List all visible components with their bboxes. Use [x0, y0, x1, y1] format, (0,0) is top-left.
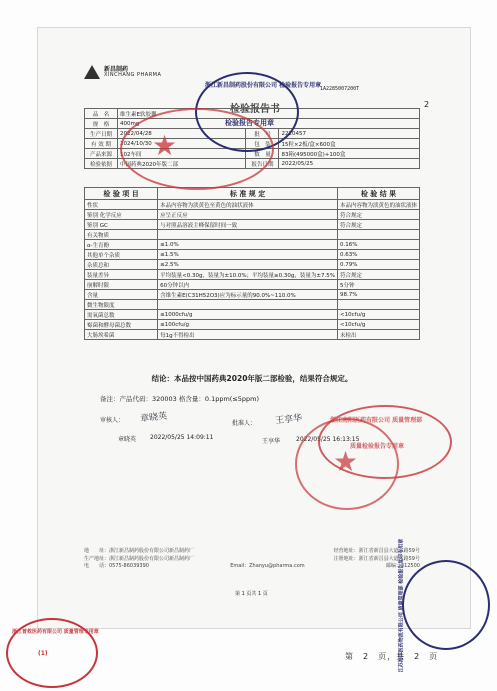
approver-time: 2022/05/25 16:13:15 — [296, 436, 360, 443]
result-row — [85, 230, 420, 240]
stamp-bottom-left: 浙江普救医药有限公司 质量管理专用章 (1) — [6, 618, 98, 688]
result-result — [337, 300, 419, 310]
stamp-red-top — [120, 108, 274, 190]
result-row — [85, 310, 420, 320]
result-std: ≤100cfu/g — [158, 320, 338, 330]
source-value: 102车间 — [118, 149, 246, 159]
result-item: 含量 — [85, 290, 158, 300]
star-icon: ★ — [333, 445, 359, 478]
result-std: 含维生素E(C31H52O3)应为标示量的90.0%~110.0% — [158, 290, 338, 300]
result-std — [158, 230, 338, 240]
result-result: 0.79% — [337, 260, 419, 270]
result-item: 鉴别 GC — [85, 220, 158, 230]
result-std: 与对照品溶液主峰保留时间一致 — [158, 220, 338, 230]
logo-cn: 新昌制药 — [104, 65, 129, 73]
reviewer-signature: 章晓英 — [139, 411, 168, 425]
result-item: 霉菌和酵母菌总数 — [85, 320, 158, 330]
result-row — [85, 270, 420, 280]
footer — [84, 548, 420, 571]
result-result: 符合规定 — [337, 220, 419, 230]
report-date-label: 报告日期 — [246, 159, 279, 169]
stamp-mid-right: 浙江南阳医药有限公司 质量管理部 质量检验报告专用章 — [318, 405, 452, 479]
result-std: 60分钟以内 — [158, 280, 338, 290]
basis-value: 中国药典2020年版二部 — [118, 159, 246, 169]
footer-right-2: 注册地址：浙江省新昌县大道东路59号 — [333, 555, 420, 562]
batch-value: 2220457 — [279, 129, 420, 139]
serial-number: 1A2285007200T — [320, 86, 360, 92]
col-std: 标 准 规 定 — [158, 188, 338, 200]
company-logo — [84, 65, 161, 79]
footer-left-3: 电 话：0575-86039390 — [84, 563, 149, 569]
qty-value: 83箱(495000盒)+100盒 — [279, 149, 420, 159]
stamp-top-right: 浙江新昌制药股份有限公司 检验报告专用章 检验报告专用章 — [195, 72, 299, 152]
result-std: 每1g不得检出 — [158, 330, 338, 340]
result-row — [85, 240, 420, 250]
result-row — [85, 290, 420, 300]
basis-label: 检验依据 — [85, 159, 118, 169]
result-row — [85, 250, 420, 260]
approver-name: 王享华 — [262, 438, 281, 445]
result-std: ≤1.5% — [158, 250, 338, 260]
spec-value: 400mg — [118, 119, 420, 129]
result-item: 鉴别 化学反应 — [85, 210, 158, 220]
result-item: 其他单个杂质 — [85, 250, 158, 260]
approver-signature: 王享华 — [274, 413, 303, 427]
result-result: 0.63% — [337, 250, 419, 260]
qty-label: 数 量 — [246, 149, 279, 159]
page-total: 第 2 页，共 2 页 — [345, 652, 439, 661]
result-item: 性状 — [85, 200, 158, 210]
prod-date-value: 2022/04/28 — [118, 129, 246, 139]
result-item: 有关物质 — [85, 230, 158, 240]
footer-left-1: 地 址：浙江新昌制药股份有限公司新昌制药厂 — [84, 548, 195, 554]
result-row — [85, 280, 420, 290]
results-table — [84, 187, 420, 340]
footer-right-4: 邮编：312500 — [385, 563, 420, 569]
footer-right-1: 经营地址：浙江省新昌县大道东路59号 — [333, 548, 420, 554]
result-item: 大肠埃希菌 — [85, 330, 158, 340]
stamp-mid-circle — [295, 418, 399, 510]
result-item: 微生物限度 — [85, 300, 158, 310]
result-row — [85, 200, 420, 210]
result-item: 需氧菌总数 — [85, 310, 158, 320]
expiry-label: 有 效 期 — [85, 139, 118, 149]
result-row — [85, 330, 420, 340]
pack-value: 15粒×2板/盒×600盒 — [279, 139, 420, 149]
source-label: 产品来源 — [85, 149, 118, 159]
result-row — [85, 300, 420, 310]
result-result: 98.7% — [337, 290, 419, 300]
result-std — [158, 300, 338, 310]
result-std: ≤2.5% — [158, 260, 338, 270]
result-result — [337, 230, 419, 240]
result-item: 崩解时限 — [85, 280, 158, 290]
col-item: 检 验 项 目 — [85, 188, 158, 200]
conclusion: 结论：本品按中国药典2020年版二部检验，结果符合规定。 — [151, 374, 353, 383]
batch-label: 批 号 — [246, 129, 279, 139]
col-result: 检 验 结 果 — [337, 188, 419, 200]
result-result: 本品内容物为淡黄色的油状液体 — [337, 200, 419, 210]
approver-label: 批准人： — [232, 420, 257, 427]
footer-right-3: Email：Zhanyu@pharma.com — [230, 563, 305, 569]
result-row — [85, 260, 420, 270]
result-item: α-生育酚 — [85, 240, 158, 250]
result-row — [85, 220, 420, 230]
result-result: <10cfu/g — [337, 310, 419, 320]
result-result: 符合规定 — [337, 270, 419, 280]
remark: 备注：产品代码：320003 格含量：0.1ppm(≤5ppm) — [100, 395, 260, 403]
result-result: <10cfu/g — [337, 320, 419, 330]
result-result: 符合规定 — [337, 210, 419, 220]
pack-label: 包 装 — [246, 139, 279, 149]
result-std: 本品内容物为淡黄色至黄色的油状液体 — [158, 200, 338, 210]
logo-triangle-icon — [84, 65, 100, 79]
reviewer-name: 章晓英 — [118, 436, 137, 443]
result-result: 0.16% — [337, 240, 419, 250]
result-result: 5分钟 — [337, 280, 419, 290]
result-result: 未检出 — [337, 330, 419, 340]
footer-page: 第 1 页共 1 页 — [235, 591, 268, 597]
result-std: 平均装量<0.30g，装量为±10.0%；平均装量≥0.30g，装量为±7.5% — [158, 270, 338, 280]
reviewer-label: 审核人： — [100, 417, 125, 424]
footer-left-2: 生产地址：浙江新昌制药股份有限公司新昌制药厂 — [84, 555, 195, 562]
result-item: 杂质总和 — [85, 260, 158, 270]
star-icon: ★ — [152, 129, 178, 162]
report-date-value: 2022/05/25 — [279, 159, 420, 169]
prod-date-label: 生产日期 — [85, 129, 118, 139]
expiry-value: 2024/10/30 — [118, 139, 246, 149]
result-row — [85, 210, 420, 220]
spec-label: 规 格 — [85, 119, 118, 129]
result-item: 装量差异 — [85, 270, 158, 280]
page-mark: 2 — [424, 100, 430, 109]
result-std: ≤1.0% — [158, 240, 338, 250]
logo-en: XINCHANG PHARMA — [104, 71, 162, 78]
product-label: 品 名 — [85, 109, 118, 119]
report-title: 检验报告书 — [230, 104, 280, 115]
result-row — [85, 320, 420, 330]
result-std: 应呈正反应 — [158, 210, 338, 220]
result-std: ≤1000cfu/g — [158, 310, 338, 320]
reviewer-time: 2022/05/25 14:09:11 — [150, 434, 214, 441]
product-value: 维生素E软胶囊 — [118, 109, 420, 119]
stamp-bottom-right: 江苏海洋医药物流有限公司 质量管理部 检验报告复印专用章 — [402, 560, 490, 650]
